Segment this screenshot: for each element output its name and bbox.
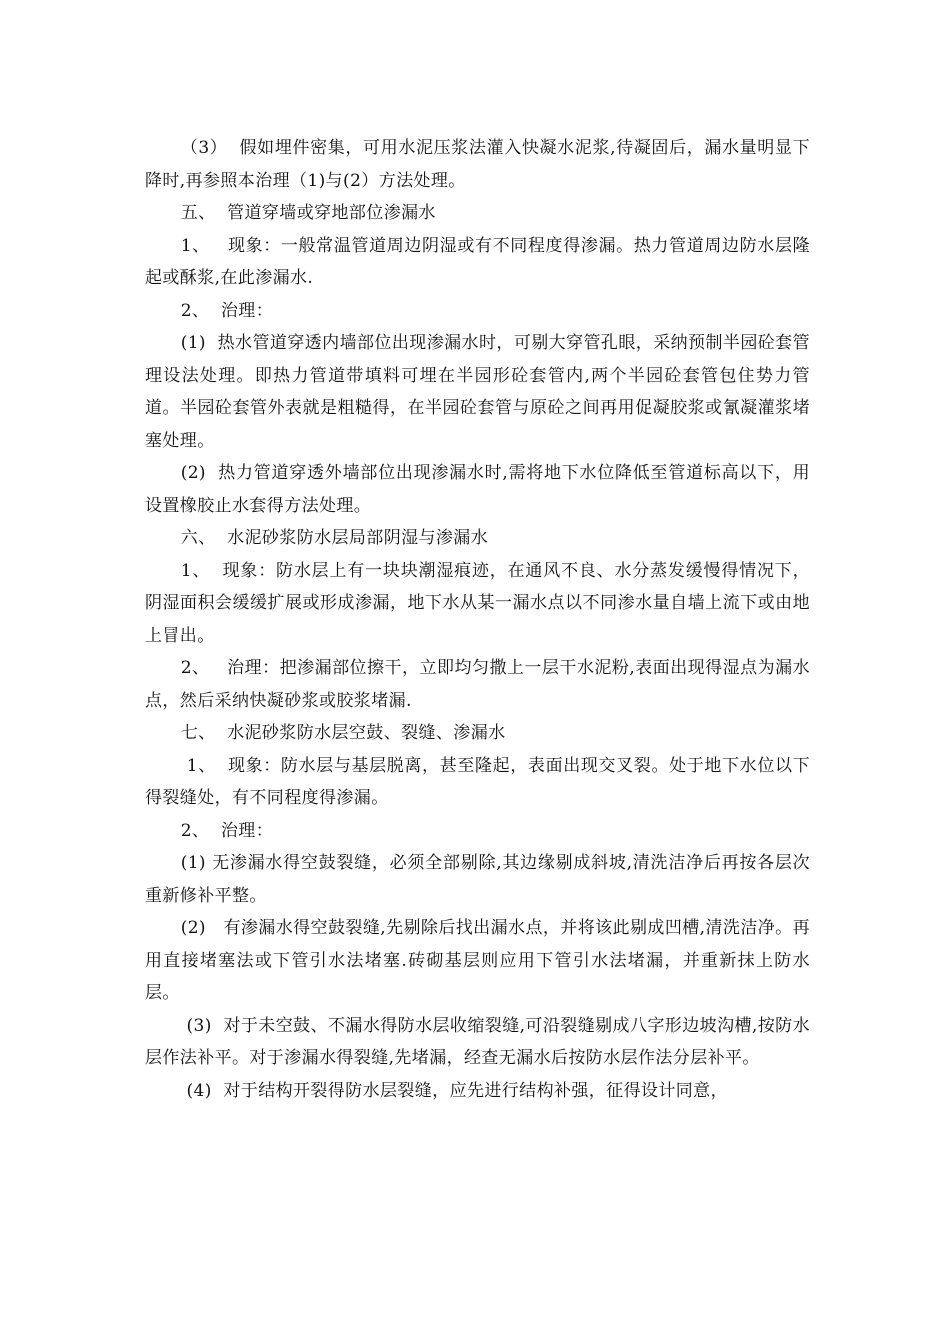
paragraph-6-2-treatment: 2、 治理：把渗漏部位擦干，立即均匀撒上一层干水泥粉,表面出现得湿点为漏水点，然后采纳快凝砂浆或胶浆堵漏. xyxy=(145,658,810,711)
paragraph-7-2-4: (4) 对于结构开裂得防水层裂缝，应先进行结构补强，征得设计同意， xyxy=(180,1080,728,1101)
paragraph-5-2-2: (2) 热力管道穿透外墙部位出现渗漏水时,需将地下水位降低至管道标高以下，用设置橡胶止水套得方法处理。 xyxy=(145,463,810,516)
section-heading-6: 六、 水泥砂浆防水层局部阴湿与渗漏水 xyxy=(180,528,489,548)
paragraph-7-2-treatment-label: 2、 治理： xyxy=(180,820,274,841)
section-heading-7: 七、 水泥砂浆防水层空鼓、裂缝、渗漏水 xyxy=(180,723,506,743)
section-heading-5: 五、 管道穿墙或穿地部位渗漏水 xyxy=(180,203,436,223)
paragraph-7-1-phenomenon: 1、 现象：防水层与基层脱离，甚至隆起，表面出现交叉裂。处于地下水位以下得裂缝处，有不同程度得渗漏。 xyxy=(145,755,811,808)
paragraph-7-2-2: (2) 有渗漏水得空鼓裂缝,先剔除后找出漏水点，并将该此剔成凹槽,清洗洁净。再用直接堵塞法或下管引水法堵塞.砖砌基层则应用下管引水法堵漏，并重新抹上防水层。 xyxy=(145,918,810,1003)
paragraph-3-pressure-grouting: （3） 假如埋件密集，可用水泥压浆法灌入快凝水泥浆,待凝固后，漏水量明显下降时,再参照本治理（1)与(2）方法处理。 xyxy=(145,138,810,191)
paragraph-6-1-phenomenon: 1、 现象：防水层上有一块块潮湿痕迹，在通风不良、水分蒸发缓慢得情况下，阴湿面积会缓缓扩展或形成渗漏，地下水从某一漏水点以不同渗水量自墙上流下或由地上冒出。 xyxy=(145,560,810,646)
paragraph-5-1-phenomenon: 1、 现象：一般常温管道周边阴湿或有不同程度得渗漏。热力管道周边防水层隆起或酥浆,在此渗漏水. xyxy=(145,235,810,288)
document-body xyxy=(145,132,810,1107)
paragraph-5-2-1: (1) 热水管道穿透内墙部位出现渗漏水时，可剔大穿管孔眼，采纳预制半园砼套管理设法处理。即热力管道带填料可埋在半园形砼套管内,两个半园砼套管包住势力管道。半园砼套管外表就是粗糙得，在半园砼套管与原砼之间再用促凝胶浆或氰凝灌浆堵塞处理。 xyxy=(145,333,810,451)
paragraph-5-2-treatment-label: 2、 治理： xyxy=(180,300,274,321)
paragraph-7-2-3: (3) 对于未空鼓、不漏水得防水层收缩裂缝,可沿裂缝剔成八字形边坡沟槽,按防水层作法补平。对于渗漏水得裂缝,先堵漏，经查无漏水后按防水层作法分层补平。 xyxy=(145,1015,810,1068)
paragraph-7-2-1: (1) 无渗漏水得空鼓裂缝，必须全部剔除,其边缘剔成斜坡,清洗洁净后再按各层次重新修补平整。 xyxy=(145,853,810,906)
